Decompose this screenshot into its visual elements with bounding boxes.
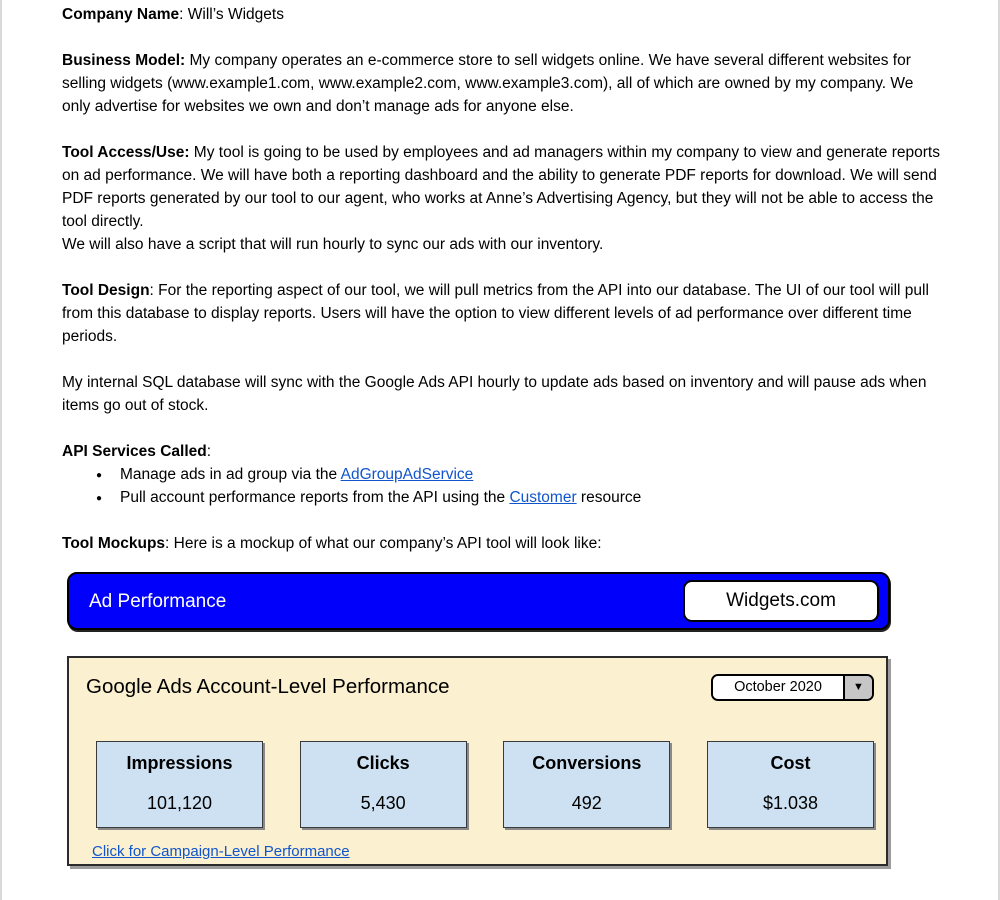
metric-card-clicks — [300, 741, 467, 828]
api-services-label: API Services Called — [62, 443, 207, 460]
customer-link[interactable]: Customer — [509, 489, 577, 506]
tool-design-label: Tool Design — [62, 282, 150, 299]
mockup-header-bar — [67, 572, 890, 630]
company-name-label: Company Name — [62, 6, 180, 23]
metric-value: $1.038 — [762, 793, 818, 813]
document-body — [2, 0, 998, 866]
api-services-list — [62, 463, 940, 509]
company-name-value: : Will’s Widgets — [179, 6, 284, 23]
tool-access-paragraph — [62, 141, 940, 256]
tool-mockups-line — [62, 532, 940, 555]
metric-label: Clicks — [356, 753, 410, 773]
tool-access-text: My tool is going to be used by employees and ad managers within my company to view and generate reports on ad performance. We will have both a reporting dashboard and the ability to generate PDF reports for download. We will send PDF reports generated by our tool to our agent, who works at Anne’s Advertising Agency, but they will not be able to access the tool directly. — [62, 144, 940, 230]
panel-header-row — [69, 658, 886, 701]
bullet-2-post: resource — [576, 489, 642, 506]
metric-cards-row — [69, 741, 886, 828]
mockup-app-title: Ad Performance — [89, 590, 227, 612]
month-dropdown[interactable] — [711, 674, 874, 701]
metric-value: 101,120 — [146, 793, 213, 813]
dropdown-arrow-icon[interactable]: ▼ — [843, 676, 872, 699]
business-model-text: My company operates an e-commerce store to sell widgets online. We have several different websites for selling widgets (www.example1.com, www.example2.com, www.example3.com), all of which are owned by my company. We only advertise for websites we own and don’t manage ads for anyone else. — [62, 52, 914, 115]
widgets-com-button[interactable]: Widgets.com — [683, 580, 879, 622]
metric-label: Cost — [770, 753, 811, 773]
metric-card-cost — [707, 741, 874, 828]
metric-card-impressions — [96, 741, 263, 828]
tool-mockups-text: : Here is a mockup of what our company’s API tool will look like: — [165, 535, 602, 552]
api-services-colon: : — [206, 443, 212, 460]
tool-mockups-label: Tool Mockups — [62, 535, 166, 552]
metric-card-conversions — [503, 741, 670, 828]
bullet-2-pre: Pull account performance reports from the API using the — [120, 489, 510, 506]
adgroupadservice-link[interactable]: AdGroupAdService — [340, 466, 474, 483]
tool-access-label: Tool Access/Use: — [62, 144, 190, 161]
business-model-paragraph — [62, 49, 940, 118]
campaign-level-link[interactable]: Click for Campaign-Level Performance — [92, 843, 350, 860]
company-name-line — [62, 3, 940, 26]
account-performance-panel — [67, 656, 888, 866]
month-dropdown-value: October 2020 — [713, 676, 843, 699]
panel-title: Google Ads Account-Level Performance — [86, 675, 450, 698]
tool-design-paragraph — [62, 279, 940, 348]
business-model-label: Business Model: — [62, 52, 186, 69]
tool-access-line2: We will also have a script that will run hourly to sync our ads with our inventory. — [62, 236, 604, 253]
list-item-adgroupadservice — [120, 463, 940, 486]
api-services-heading — [62, 440, 940, 463]
metric-value: 5,430 — [360, 793, 406, 813]
mockup-container — [67, 572, 890, 866]
tool-access-main — [62, 141, 940, 233]
metric-label: Impressions — [126, 753, 233, 773]
metric-label: Conversions — [532, 753, 642, 773]
bullet-1-pre: Manage ads in ad group via the — [120, 466, 341, 483]
sql-sync-paragraph: My internal SQL database will sync with the Google Ads API hourly to update ads based on inventory and will pause ads when items go out of stock. — [62, 374, 927, 414]
tool-design-text: : For the reporting aspect of our tool, we will pull metrics from the API into our database. The UI of our tool will pull from this database to display reports. Users will have the option to view different levels of ad performance over different time periods. — [62, 282, 929, 345]
metric-value: 492 — [571, 793, 602, 813]
list-item-customer — [120, 486, 940, 509]
